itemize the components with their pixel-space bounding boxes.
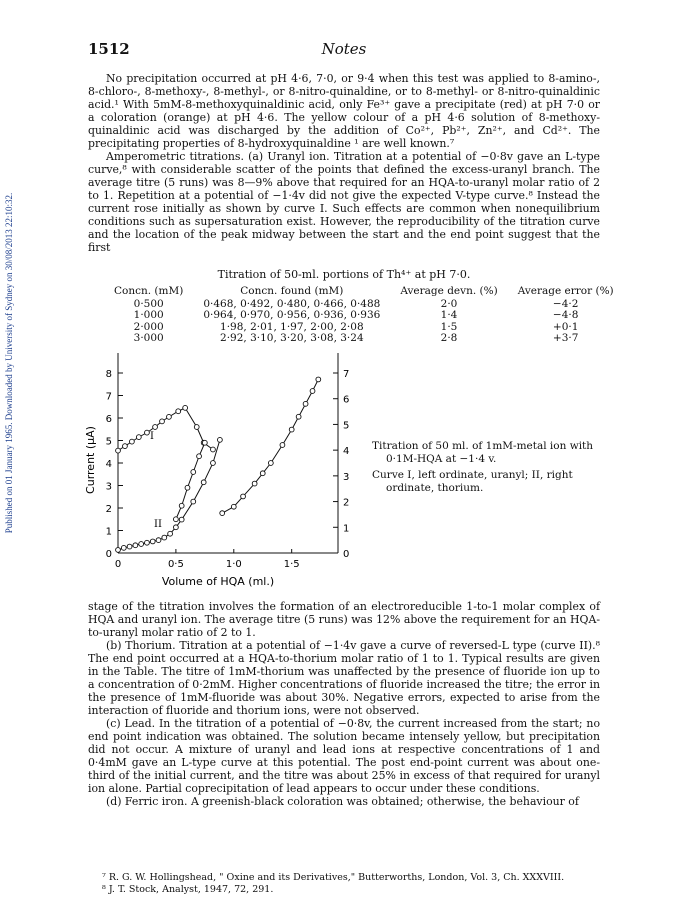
table-cell: +0·1 [552, 320, 579, 333]
data-point [162, 535, 167, 540]
series-line [222, 379, 318, 513]
publication-sidenote [0, 150, 16, 580]
data-point [220, 511, 225, 516]
table-cell: 1·4 [440, 309, 458, 321]
table-row [104, 333, 624, 345]
data-point [268, 461, 273, 466]
data-point [211, 461, 216, 466]
data-point [150, 539, 155, 544]
table-cell: 0·964, 0·970, 0·956, 0·936, 0·936 [203, 309, 381, 321]
left-tick-label: 8 [105, 369, 112, 380]
data-point [173, 517, 178, 522]
data-point [194, 425, 199, 430]
right-tick-label: 1 [343, 523, 350, 535]
caption-line: Curve I, left ordinate, uranyl; II, right ordinate, thorium. [372, 469, 573, 494]
figure-caption [372, 440, 602, 498]
table-cell: 1·5 [440, 320, 458, 333]
curve-label-II: II [154, 519, 162, 530]
data-point [183, 405, 188, 410]
sidenote-text: Published on 01 January 1965. Downloaded by University of Sydney on 30/08/2013 22:10:32. [4, 192, 14, 534]
table-row [104, 310, 624, 322]
data-point [179, 503, 184, 508]
data-point [129, 439, 134, 444]
left-tick-label: 4 [105, 459, 112, 470]
data-point [168, 531, 173, 536]
data-point [173, 525, 178, 530]
data-point [185, 485, 190, 490]
table-title: Titration of 50-ml. portions of Th⁴⁺ at pH 7·0. [217, 268, 471, 281]
caption-line: Titration of 50 ml. of 1mM-metal ion with 0·1M-HQA at −1·4 v. [372, 440, 594, 465]
data-point [202, 440, 207, 445]
table-cell: 2·8 [440, 332, 458, 344]
data-point [133, 543, 138, 548]
x-tick-label: 1·0 [225, 559, 242, 570]
footnote: ⁸ J. T. Stock, Analyst, 1947, 72, 291. [102, 883, 274, 895]
data-point [160, 419, 165, 424]
data-point [316, 377, 321, 382]
data-point [289, 427, 294, 432]
left-tick-label: 1 [105, 526, 112, 538]
right-tick-label: 4 [343, 446, 350, 458]
paragraph: No precipitation occurred at pH 4·6, 7·0, or 9·4 when this test was applied to 8-amino-, 8-chloro-, 8-methoxy-, 8-methyl-, or 8-nitro-quinaldine, or to 8-methyl- or 8-nitro-quinaldinic acid.¹ With 5mM-8-methoxyquinaldinic acid, only Fe³⁺ gave a precipitate (red) at pH 7·0 or a coloration (orange) at pH 4·6. The yellow colour of a pH 4·6 solution of 8-methoxy-quinaldinic acid was discharged by the addition of Co²⁺, Pb²⁺, Zn²⁺, and Cd²⁺. The precipitating properties of 8-hydroxyquinaldine ¹ are well known.⁷ [88, 72, 600, 150]
table-cell: +3·7 [552, 332, 579, 344]
data-point [145, 540, 150, 545]
paragraph: (d) Ferric iron. A greenish-black coloration was obtained; otherwise, the behaviour of [106, 795, 579, 808]
left-tick-label: 6 [105, 414, 112, 425]
data-point [197, 454, 202, 459]
data-point [179, 517, 184, 522]
data-point [191, 470, 196, 475]
table-cell: 3·000 [133, 332, 164, 344]
data-point [145, 430, 150, 435]
x-tick-label: 0 [114, 559, 122, 570]
left-tick-label: 3 [105, 481, 112, 493]
data-point [191, 499, 196, 504]
data-point [217, 437, 222, 442]
table-cell: 2·000 [133, 320, 164, 333]
data-point [123, 444, 128, 449]
x-tick-label: 0·5 [167, 559, 184, 570]
paragraph: (b) Thorium. Titration at a potential of −1·4v gave a curve of reversed-L type (curve II).⁸ The end point occurred at a HQA-to-thorium molar ratio of 1 to 1. Typical results are given in the Table. The titre of 1mM-thorium was unaffected by the presence of fluoride ion up to a concentration of 0·2mM. Higher concentrations of fluoride increased the titre; the error in the presence of 1mM-fluoride was about 30%. Negative errors, expected to arise from the interaction of fluoride and thorium ions, were not observed. [88, 639, 600, 717]
paragraph: stage of the titration involves the formation of an electroreducible 1-to-1 molar complex of HQA and uranyl ion. The average titre (5 runs) was 12% above the requirement for an HQA-to-uranyl molar ratio of 2 to 1. [88, 600, 600, 639]
right-tick-label: 3 [343, 471, 350, 483]
data-point [136, 435, 141, 440]
table-cell: −4·8 [552, 309, 579, 321]
data-point [167, 414, 172, 419]
titration-chart [84, 345, 378, 590]
data-point [139, 542, 144, 547]
x-axis-label: Volume of HQA (ml.) [161, 575, 275, 588]
y-axis-label: Current (μA) [84, 426, 97, 494]
right-tick-label: 2 [343, 497, 350, 509]
data-point [176, 409, 181, 414]
curve-label-I: I [150, 431, 154, 442]
left-tick-label: 7 [105, 391, 112, 403]
table-cell: 2·92, 3·10, 3·20, 3·08, 3·24 [220, 332, 364, 344]
section-title: Notes [321, 40, 367, 58]
data-point [252, 481, 257, 486]
column-header: Average devn. (%) [400, 285, 498, 297]
right-tick-label: 7 [343, 369, 350, 380]
data-point [296, 414, 301, 419]
paragraph: (c) Lead. In the titration of a potential of −0·8v, the current increased from the start; no end point indication was obtained. The solution became intensely yellow, but precipitation did not occur. A mixture of uranyl and lead ions at respective concentrations of 1 and 0·4mM gave an L-type curve at this potential. The post end-point current was about one-third of the initial current, and the titre was about 25% in excess of that required for uranyl ion alone. Partial coprecipitation of lead appears to occur under these conditions. [88, 717, 600, 795]
column-header: Concn. (mM) [114, 285, 184, 297]
column-header: Concn. found (mM) [240, 285, 344, 297]
left-tick-label: 2 [105, 504, 112, 515]
table-cell: 2·0 [440, 297, 458, 310]
body-text-top [88, 72, 600, 254]
body-text-bottom [88, 600, 600, 808]
data-point [156, 538, 161, 543]
right-tick-label: 5 [343, 420, 350, 432]
data-point [211, 447, 216, 452]
paragraph: Amperometric titrations. (a) Uranyl ion. Titration at a potential of −0·8v gave an L-type curve,⁸ with considerable scatter of the points that defined the excess-uranyl branch. The average titre (5 runs) was 8—9% above that required for an HQA-to-uranyl molar ratio of 2 to 1. Repetition at a potential of −1·4v did not give the expected V-type curve.⁸ Instead the current rose initially as shown by curve I. Such effects are common when nonequilibrium conditions such as supersaturation exist. However, the reproducibility of the titration curve and the location of the peak midway between the start and the end point suggest that the first [88, 150, 600, 254]
page-number: 1512 [88, 40, 130, 58]
table-cell: 0·500 [133, 297, 164, 310]
data-point [303, 401, 308, 406]
right-tick-label: 6 [343, 394, 350, 406]
titration-figure [84, 345, 378, 590]
page-header [88, 40, 600, 60]
data-point [127, 544, 132, 549]
table-header-row [104, 286, 624, 299]
results-table [104, 286, 624, 345]
left-tick-label: 0 [105, 549, 112, 560]
table-cell: −4·2 [552, 297, 579, 310]
table-cell: 1·98, 2·01, 1·97, 2·00, 2·08 [220, 320, 364, 333]
footnote: ⁷ R. G. W. Hollingshead, " Oxine and its Derivatives," Butterworths, London, Vol. 3, Ch. XXXVIII. [102, 872, 565, 883]
x-tick-label: 1·5 [283, 559, 300, 570]
footnotes [88, 872, 600, 895]
column-header: Average error (%) [517, 285, 614, 297]
data-point [121, 545, 126, 550]
data-point [116, 548, 121, 553]
data-point [310, 389, 315, 394]
table-cell: 0·468, 0·492, 0·480, 0·466, 0·488 [203, 297, 381, 310]
table-cell: 1·000 [133, 309, 164, 321]
data-point [231, 504, 236, 509]
data-point [241, 494, 246, 499]
data-point [153, 425, 158, 430]
data-point [201, 480, 206, 485]
data-point [116, 448, 121, 453]
data-point [280, 443, 285, 448]
data-point [260, 471, 265, 476]
right-tick-label: 0 [343, 549, 350, 560]
left-tick-label: 5 [105, 436, 112, 448]
